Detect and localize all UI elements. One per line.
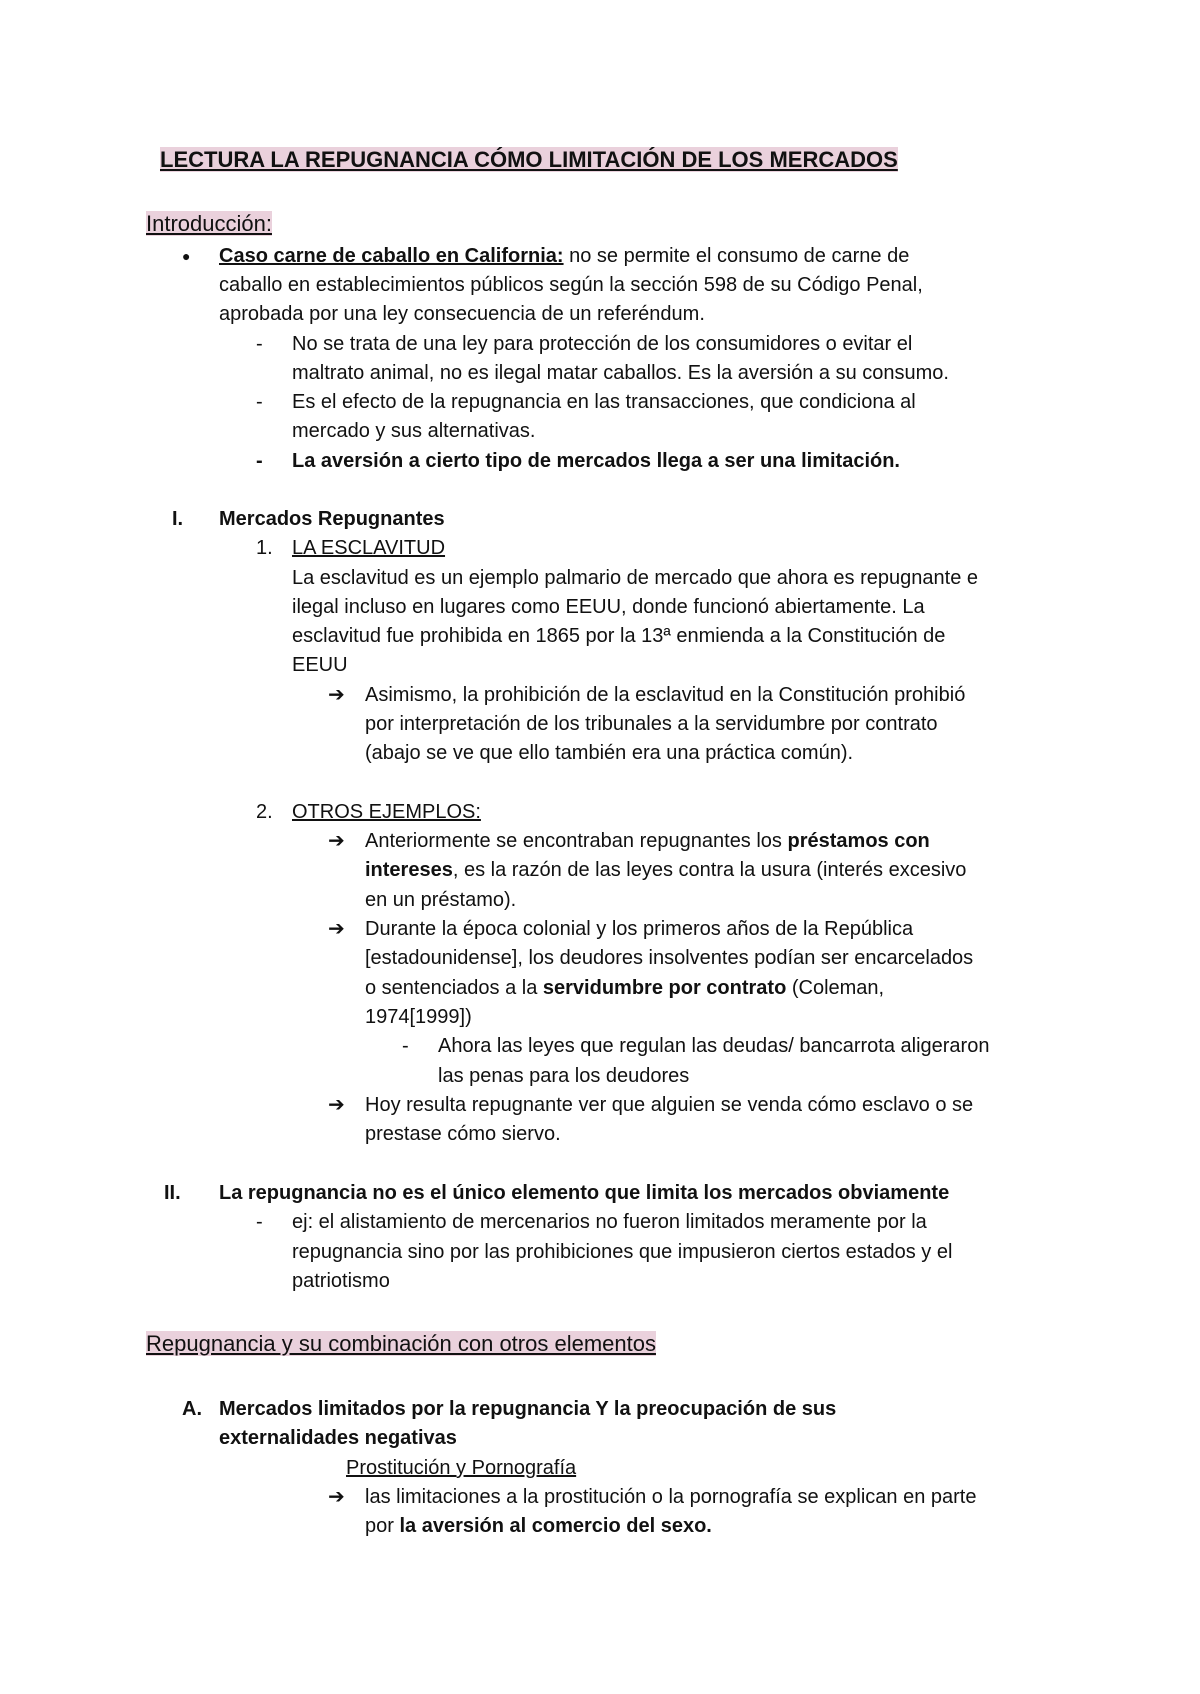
dash-marker: - <box>256 450 263 472</box>
document-title: LECTURA LA REPUGNANCIA CÓMO LIMITACIÓN DE LOS MERCADOS <box>160 147 898 172</box>
dash-marker: - <box>256 391 263 413</box>
intro-dash-1-line-2: maltrato animal, no es ilegal matar caballos. Es la aversión a su consumo. <box>292 362 949 384</box>
item1-arrow-line-1: Asimismo, la prohibición de la esclavitud en la Constitución prohibió <box>365 684 966 706</box>
bullet-icon: ● <box>182 248 191 264</box>
section-numeral: II. <box>164 1182 181 1204</box>
arrow-icon: ➔ <box>328 918 345 940</box>
item-letter: A. <box>182 1398 202 1420</box>
arrow-icon: ➔ <box>328 1094 345 1116</box>
item2-arrow3-line-2: prestase cómo siervo. <box>365 1123 561 1145</box>
item1-line-2: ilegal incluso en lugares como EEUU, donde funcionó abiertamente. La <box>292 596 925 618</box>
intro-bullet-line-1: Caso carne de caballo en California: no se permite el consumo de carne de <box>219 245 910 267</box>
itemA-subtitle: Prostitución y Pornografía <box>346 1457 577 1479</box>
item2-arrow3-line-1: Hoy resulta repugnante ver que alguien se venda cómo esclavo o se <box>365 1094 974 1116</box>
combo-heading: Repugnancia y su combinación con otros elementos <box>146 1331 656 1356</box>
intro-dash-2-line-1: Es el efecto de la repugnancia en las transacciones, que condiciona al <box>292 391 916 413</box>
section1-heading: Mercados Repugnantes <box>219 508 445 530</box>
section2-heading: La repugnancia no es el único elemento que limita los mercados obviamente <box>219 1182 950 1204</box>
dash-marker: - <box>256 333 263 355</box>
item-number: 2. <box>256 801 273 823</box>
item2-arrow1-line-3: en un préstamo). <box>365 889 517 911</box>
item1-title: LA ESCLAVITUD <box>292 537 446 559</box>
item1-arrow-line-3: (abajo se ve que ello también era una práctica común). <box>365 742 854 764</box>
intro-bold-dash: La aversión a cierto tipo de mercados llega a ser una limitación. <box>292 450 900 472</box>
intro-bullet-line-3: aprobada por una ley consecuencia de un referéndum. <box>219 303 705 325</box>
item1-arrow-line-2: por interpretación de los tribunales a la servidumbre por contrato <box>365 713 938 735</box>
itemA-line-1: Mercados limitados por la repugnancia Y la preocupación de sus <box>219 1398 837 1420</box>
item2-arrow2-line-1: Durante la época colonial y los primeros años de la República <box>365 918 914 940</box>
intro-heading: Introducción: <box>146 211 272 236</box>
intro-bullet-line-2: caballo en establecimientos públicos según la sección 598 de su Código Penal, <box>219 274 923 296</box>
itemA-arrow-line-1: las limitaciones a la prostitución o la pornografía se explican en parte <box>365 1486 977 1508</box>
item2-arrow1-line-1: Anteriormente se encontraban repugnantes los préstamos con <box>365 830 930 852</box>
section2-dash-line-2: repugnancia sino por las prohibiciones que impusieron ciertos estados y el <box>292 1241 953 1263</box>
item2-arrow2-line-4: 1974[1999]) <box>365 1006 472 1028</box>
intro-dash-1-line-1: No se trata de una ley para protección de los consumidores o evitar el <box>292 333 913 355</box>
item1-line-1: La esclavitud es un ejemplo palmario de mercado que ahora es repugnante e <box>292 567 978 589</box>
itemA-line-2: externalidades negativas <box>219 1427 457 1449</box>
arrow-icon: ➔ <box>328 1486 345 1508</box>
item2-subdash-line-1: Ahora las leyes que regulan las deudas/ bancarrota aligeraron <box>438 1035 990 1057</box>
dash-marker: - <box>256 1211 263 1233</box>
item-number: 1. <box>256 537 273 559</box>
item2-arrow1-line-2: intereses, es la razón de las leyes contra la usura (interés excesivo <box>365 859 967 881</box>
section2-dash-line-3: patriotismo <box>292 1270 390 1292</box>
item1-line-3: esclavitud fue prohibida en 1865 por la 13ª enmienda a la Constitución de <box>292 625 946 647</box>
item2-arrow2-line-2: [estadounidense], los deudores insolventes podían ser encarcelados <box>365 947 974 969</box>
item2-title: OTROS EJEMPLOS: <box>292 801 481 823</box>
item2-subdash-line-2: las penas para los deudores <box>438 1065 690 1087</box>
arrow-icon: ➔ <box>328 830 345 852</box>
itemA-arrow-line-2: por la aversión al comercio del sexo. <box>365 1515 712 1537</box>
item1-line-4: EEUU <box>292 654 348 676</box>
section-numeral: I. <box>172 508 184 530</box>
section2-dash-line-1: ej: el alistamiento de mercenarios no fueron limitados meramente por la <box>292 1211 927 1233</box>
dash-marker: - <box>402 1035 409 1057</box>
intro-dash-2-line-2: mercado y sus alternativas. <box>292 420 536 442</box>
item2-arrow2-line-3: o sentenciados a la servidumbre por contrato (Coleman, <box>365 977 885 999</box>
arrow-icon: ➔ <box>328 684 345 706</box>
